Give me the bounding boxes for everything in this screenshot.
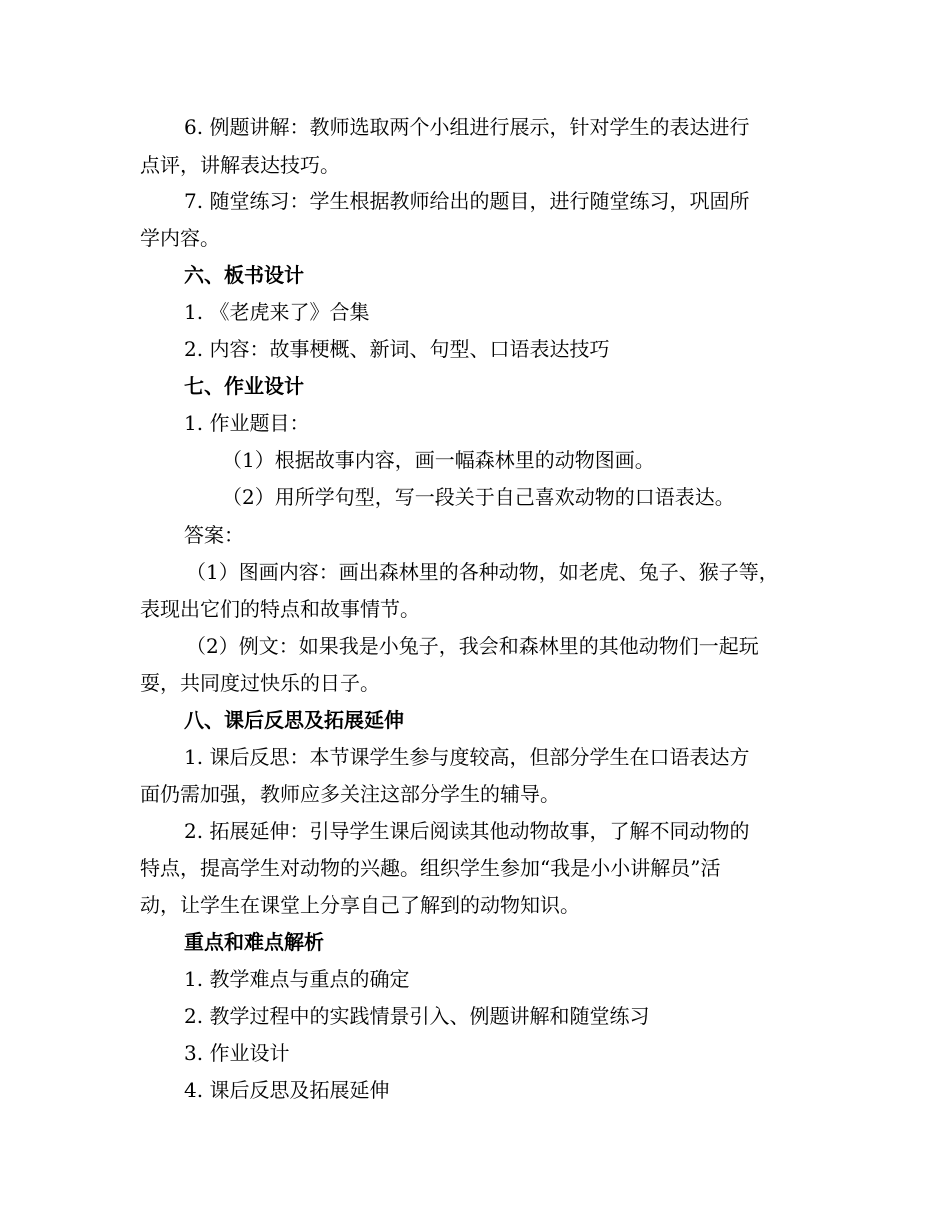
sub-list-item: （2）用所学句型，写一段关于自己喜欢动物的口语表达。	[222, 485, 735, 509]
list-item: 2. 内容：故事梗概、新词、句型、口语表达技巧	[184, 337, 610, 361]
list-item: 1. 作业题目：	[184, 411, 310, 435]
section-heading: 重点和难点解析	[184, 930, 324, 954]
list-item: 2. 教学过程中的实践情景引入、例题讲解和随堂练习	[184, 1004, 650, 1028]
paragraph-line: 点评，讲解表达技巧。	[140, 153, 340, 177]
paragraph-line: 表现出它们的特点和故事情节。	[140, 597, 420, 621]
list-item: 1. 教学难点与重点的确定	[184, 967, 410, 991]
paragraph-line: 耍，共同度过快乐的日子。	[140, 671, 380, 695]
list-item: 1. 《老虎来了》合集	[184, 300, 370, 324]
paragraph-line: 动，让学生在课堂上分享自己了解到的动物知识。	[140, 893, 580, 917]
section-heading: 八、课后反思及拓展延伸	[184, 708, 404, 732]
list-item: 3. 作业设计	[184, 1041, 290, 1065]
paragraph-line: （2）例文：如果我是小兔子，我会和森林里的其他动物们一起玩	[186, 634, 759, 658]
paragraph-line: 学内容。	[140, 226, 220, 250]
section-heading: 七、作业设计	[184, 374, 304, 398]
section-heading: 六、板书设计	[184, 263, 304, 287]
paragraph-line: 2. 拓展延伸：引导学生课后阅读其他动物故事，了解不同动物的	[184, 819, 750, 843]
paragraph-line: 1. 课后反思：本节课学生参与度较高，但部分学生在口语表达方	[184, 745, 750, 769]
paragraph-line: 面仍需加强，教师应多关注这部分学生的辅导。	[140, 782, 560, 806]
sub-list-item: （1）根据故事内容，画一幅森林里的动物图画。	[222, 448, 655, 472]
answer-label: 答案：	[184, 523, 244, 547]
paragraph-line: 特点，提高学生对动物的兴趣。组织学生参加“我是小小讲解员”活	[140, 856, 721, 880]
list-item: 4. 课后反思及拓展延伸	[184, 1078, 390, 1102]
paragraph-line: 6. 例题讲解：教师选取两个小组进行展示，针对学生的表达进行	[184, 115, 750, 139]
paragraph-line: （1）图画内容：画出森林里的各种动物，如老虎、兔子、猴子等，	[186, 560, 779, 584]
paragraph-line: 7. 随堂练习：学生根据教师给出的题目，进行随堂练习，巩固所	[184, 189, 750, 213]
